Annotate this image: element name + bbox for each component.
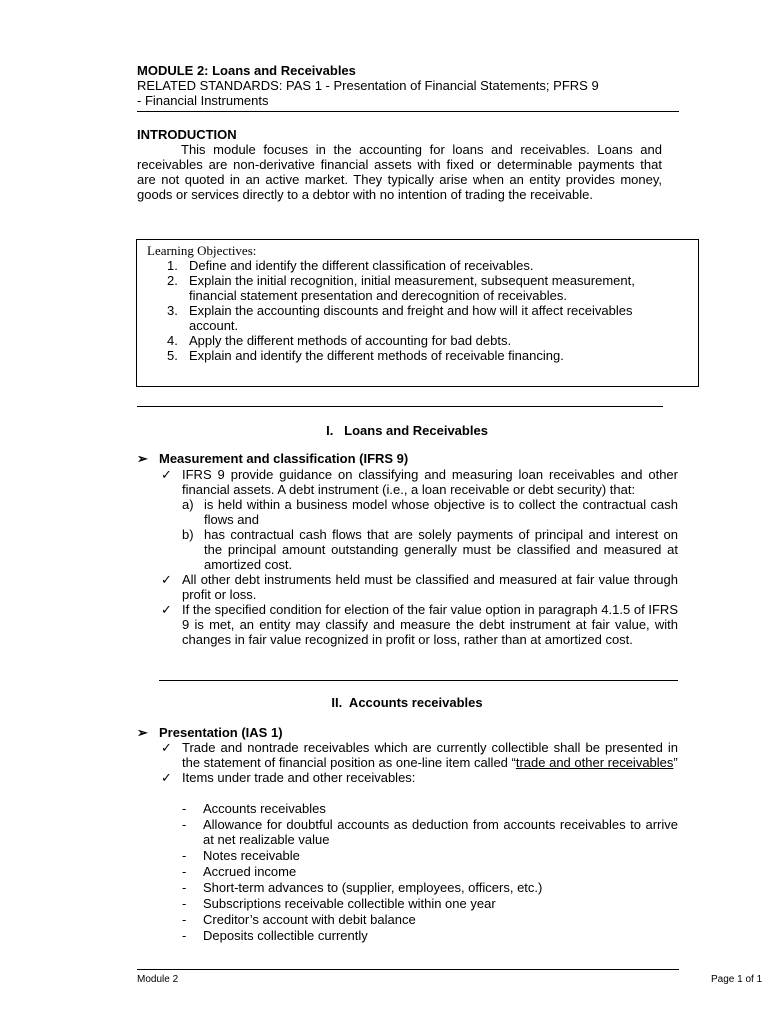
section-divider <box>137 406 663 407</box>
list-text: Notes receivable <box>203 848 300 863</box>
check-icon: ✓ <box>161 572 172 587</box>
list-text: Creditor’s account with debit balance <box>203 912 416 927</box>
subheading-text: Presentation (IAS 1) <box>159 725 283 740</box>
list-text: Define and identify the different classification of receivables. <box>189 258 534 273</box>
list-item <box>167 258 667 273</box>
arrow-bullet-icon: ➢ <box>137 725 148 740</box>
list-item <box>182 817 678 847</box>
underlined-term: trade and other receivables <box>515 755 674 770</box>
list-number: 5. <box>167 348 178 363</box>
footer-page-number: Page 1 of 1 <box>711 974 763 985</box>
section-2-bullets <box>161 740 678 785</box>
bullet-text: Trade and nontrade receivables which are currently collectible shall be presented in the statement of financial position as one-line item called “ <box>182 740 678 770</box>
list-text: Apply the different methods of accounting for bad debts. <box>189 333 512 348</box>
list-text: Explain the accounting discounts and freight and how will it affect receivables account. <box>189 303 633 333</box>
list-item <box>167 273 667 303</box>
list-text: has contractual cash flows that are solely payments of principal and interest on the principal amount outstanding generally must be classified and measured at amortized cost. <box>204 527 678 572</box>
learning-objectives-box <box>136 239 699 387</box>
footer-module-label: Module 2 <box>137 974 179 985</box>
list-letter: a) <box>182 497 194 512</box>
list-text: Explain the initial recognition, initial measurement, subsequent measurement, financial statement presentation and derecognition of receivables. <box>189 273 635 303</box>
dash-bullet: - <box>182 817 187 832</box>
learning-objectives-list <box>167 258 667 363</box>
module-header <box>137 63 679 108</box>
footer-divider <box>137 969 679 970</box>
list-text: Explain and identify the different methods of receivable financing. <box>189 348 564 363</box>
check-item <box>161 770 678 785</box>
closing-quote: ” <box>673 755 678 770</box>
receivables-items-list <box>182 801 678 943</box>
list-item <box>167 303 667 333</box>
section-2-subheading <box>137 725 283 740</box>
check-item <box>161 602 678 647</box>
module-title: MODULE 2: Loans and Receivables <box>137 63 356 78</box>
list-number: 1. <box>167 258 178 273</box>
list-item <box>182 928 678 943</box>
related-standards-line1: RELATED STANDARDS: PAS 1 - Presentation of Financial Statements; PFRS 9 <box>137 78 599 93</box>
dash-bullet: - <box>182 912 187 927</box>
check-item <box>161 740 678 770</box>
check-icon: ✓ <box>161 740 172 755</box>
list-item <box>182 848 678 863</box>
list-text: Accounts receivables <box>203 801 326 816</box>
list-item <box>182 497 678 527</box>
dash-bullet: - <box>182 864 187 879</box>
dash-bullet: - <box>182 848 187 863</box>
criteria-list <box>182 497 678 572</box>
section-1-subheading <box>137 451 408 466</box>
check-item <box>161 572 678 602</box>
list-text: Accrued income <box>203 864 297 879</box>
section-1-bullets <box>161 467 678 647</box>
section-divider <box>159 680 678 681</box>
related-standards-line2: - Financial Instruments <box>137 93 269 108</box>
list-number: 3. <box>167 303 178 318</box>
list-text: Subscriptions receivable collectible within one year <box>203 896 496 911</box>
dash-bullet: - <box>182 880 187 895</box>
subheading-text: Measurement and classification (IFRS 9) <box>159 451 409 466</box>
bullet-text: If the specified condition for election of the fair value option in paragraph 4.1.5 of IFRS 9 is met, an entity may classify and measure the debt instrument at fair value, with changes in fair value recognized in profit or loss, rather than at amortized cost. <box>182 602 678 647</box>
bullet-text: IFRS 9 provide guidance on classifying and measuring loan receivables and other financial assets. A debt instrument (i.e., a loan receivable or debt security) that: <box>182 467 678 497</box>
check-item <box>161 467 678 572</box>
list-item <box>182 527 678 572</box>
check-icon: ✓ <box>161 467 172 482</box>
list-number: 2. <box>167 273 178 288</box>
list-item <box>182 912 678 927</box>
section-1-heading: I. Loans and Receivables <box>326 423 488 438</box>
bullet-text: All other debt instruments held must be classified and measured at fair value through profit or loss. <box>182 572 678 602</box>
dash-bullet: - <box>182 801 187 816</box>
list-item <box>167 333 667 348</box>
list-text: is held within a business model whose objective is to collect the contractual cash flows and <box>204 497 678 527</box>
list-text: Allowance for doubtful accounts as deduction from accounts receivables to arrive at net realizable value <box>203 817 678 847</box>
bullet-text: Items under trade and other receivables: <box>182 770 416 785</box>
list-item <box>167 348 667 363</box>
arrow-bullet-icon: ➢ <box>137 451 148 466</box>
list-item <box>182 896 678 911</box>
list-number: 4. <box>167 333 178 348</box>
list-letter: b) <box>182 527 194 542</box>
dash-bullet: - <box>182 928 187 943</box>
learning-objectives-title: Learning Objectives: <box>147 243 257 258</box>
check-icon: ✓ <box>161 770 172 785</box>
list-item <box>182 801 678 816</box>
list-text: Deposits collectible currently <box>203 928 368 943</box>
dash-bullet: - <box>182 896 187 911</box>
list-text: Short-term advances to (supplier, employees, officers, etc.) <box>203 880 543 895</box>
introduction-paragraph: This module focuses in the accounting for loans and receivables. Loans and receivables are non-derivative financial assets with fixed or determinable payments that are not quoted in an active market. They typically arise when an entity provides money, goods or services directly to a debtor with no intention of trading the receivable. <box>137 142 662 202</box>
list-item <box>182 880 678 895</box>
list-item <box>182 864 678 879</box>
introduction-body <box>137 142 662 202</box>
check-icon: ✓ <box>161 602 172 617</box>
header-divider <box>137 111 679 112</box>
introduction-heading: INTRODUCTION <box>137 127 237 142</box>
section-2-heading: II. Accounts receivables <box>331 695 483 710</box>
